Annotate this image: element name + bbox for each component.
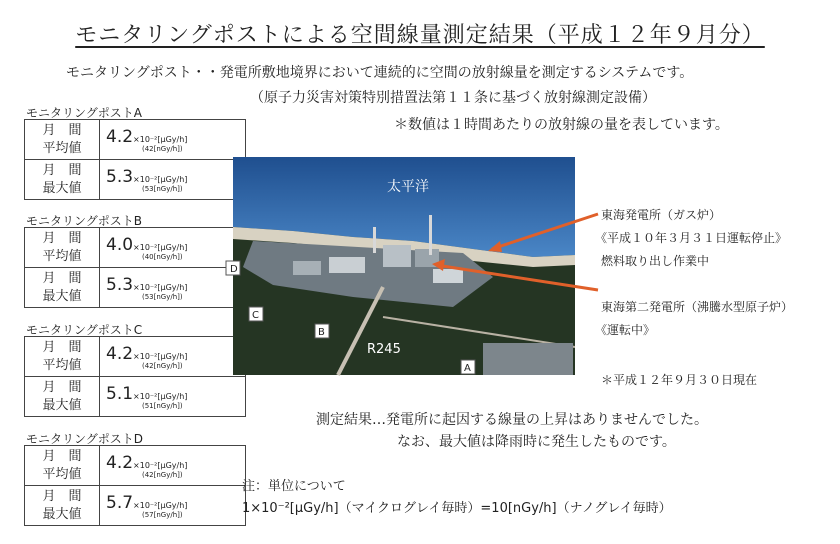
max-sub: (53[nGy/h]) <box>142 292 183 301</box>
tokai2-name: 東海第二発電所（沸騰水型原子炉） <box>601 300 794 314</box>
result-line-2: なお、最大値は降雨時に発生したものです。 <box>397 434 676 450</box>
arrowhead-tokai2 <box>432 259 445 271</box>
label-monthly: 月 間 <box>42 488 82 504</box>
label-maximum: 最大値 <box>42 397 82 413</box>
label-monthly: 月 間 <box>42 270 82 286</box>
max-unit: ×10⁻²[μGy/h] <box>133 174 188 184</box>
result-line-1: 測定結果…発電所に起因する線量の上昇はありませんでした。 <box>316 412 708 428</box>
max-value: 5.7 <box>106 492 134 513</box>
avg-sub: (42[nGy/h]) <box>142 361 183 370</box>
max-sub: (53[nGy/h]) <box>142 184 183 193</box>
tokai1-work: 燃料取り出し作業中 <box>601 254 710 268</box>
marker-a-letter: A <box>464 363 471 374</box>
post-b-label: モニタリングポストB <box>26 214 142 228</box>
arrowhead-tokai1 <box>488 241 502 252</box>
max-sub: (57[nGy/h]) <box>142 510 183 519</box>
label-maximum: 最大値 <box>42 288 82 304</box>
avg-value: 4.2 <box>106 126 134 147</box>
max-sub: (51[nGy/h]) <box>142 401 183 410</box>
max-value: 5.3 <box>106 166 134 187</box>
avg-value: 4.0 <box>106 234 134 255</box>
arrow-tokai2 <box>436 265 598 290</box>
description-line-1: モニタリングポスト・・発電所敷地境界において連続的に空間の放射線量を測定するシステムです。 <box>66 65 694 81</box>
max-unit: ×10⁻²[μGy/h] <box>133 500 188 510</box>
label-average: 平均値 <box>42 248 82 264</box>
label-monthly: 月 間 <box>42 230 82 246</box>
label-maximum: 最大値 <box>42 506 82 522</box>
avg-unit: ×10⁻²[μGy/h] <box>133 460 188 470</box>
label-average: 平均値 <box>42 357 82 373</box>
page-title: モニタリングポストによる空間線量測定結果（平成１２年９月分） <box>75 23 765 48</box>
tokai2-status: 《運転中》 <box>595 323 656 337</box>
avg-sub: (42[nGy/h]) <box>142 144 183 153</box>
marker-d-letter: D <box>230 264 238 275</box>
label-average: 平均値 <box>42 466 82 482</box>
max-value: 5.3 <box>106 274 134 295</box>
avg-unit: ×10⁻²[μGy/h] <box>133 134 188 144</box>
as-of-date: ＊平成１２年９月３０日現在 <box>601 373 758 387</box>
label-maximum: 最大値 <box>42 180 82 196</box>
label-monthly: 月 間 <box>42 122 82 138</box>
sea-label: 太平洋 <box>387 179 429 195</box>
marker-b-letter: B <box>318 327 325 338</box>
label-monthly: 月 間 <box>42 339 82 355</box>
tokai1-status: 《平成１０年３月３１日運転停止》 <box>595 231 788 245</box>
post-d-label: モニタリングポストD <box>26 432 144 446</box>
label-monthly: 月 間 <box>42 162 82 178</box>
post-a-label: モニタリングポストA <box>26 106 142 120</box>
tokai1-name: 東海発電所（ガス炉） <box>601 208 722 222</box>
max-value: 5.1 <box>106 383 134 404</box>
marker-c-letter: C <box>252 310 259 321</box>
description-line-2: （原子力災害対策特別措置法第１１条に基づく放射線測定設備） <box>250 90 656 106</box>
footnote-body: 1×10⁻²[μGy/h]（マイクログレイ毎時）=10[nGy/h]（ナノグレイ毎時） <box>242 501 672 516</box>
label-average: 平均値 <box>42 140 82 156</box>
avg-value: 4.2 <box>106 452 134 473</box>
description-line-3: ＊数値は１時間あたりの放射線の量を表しています。 <box>394 117 729 133</box>
footnote-title: 注：単位について <box>242 479 346 494</box>
avg-value: 4.2 <box>106 343 134 364</box>
road-label: R245 <box>367 342 401 357</box>
label-monthly: 月 間 <box>42 379 82 395</box>
max-unit: ×10⁻²[μGy/h] <box>133 282 188 292</box>
avg-unit: ×10⁻²[μGy/h] <box>133 351 188 361</box>
max-unit: ×10⁻²[μGy/h] <box>133 391 188 401</box>
avg-sub: (40[nGy/h]) <box>142 252 183 261</box>
avg-unit: ×10⁻²[μGy/h] <box>133 242 188 252</box>
post-c-label: モニタリングポストC <box>26 323 143 337</box>
label-monthly: 月 間 <box>42 448 82 464</box>
arrow-tokai1 <box>492 214 598 249</box>
avg-sub: (42[nGy/h]) <box>142 470 183 479</box>
